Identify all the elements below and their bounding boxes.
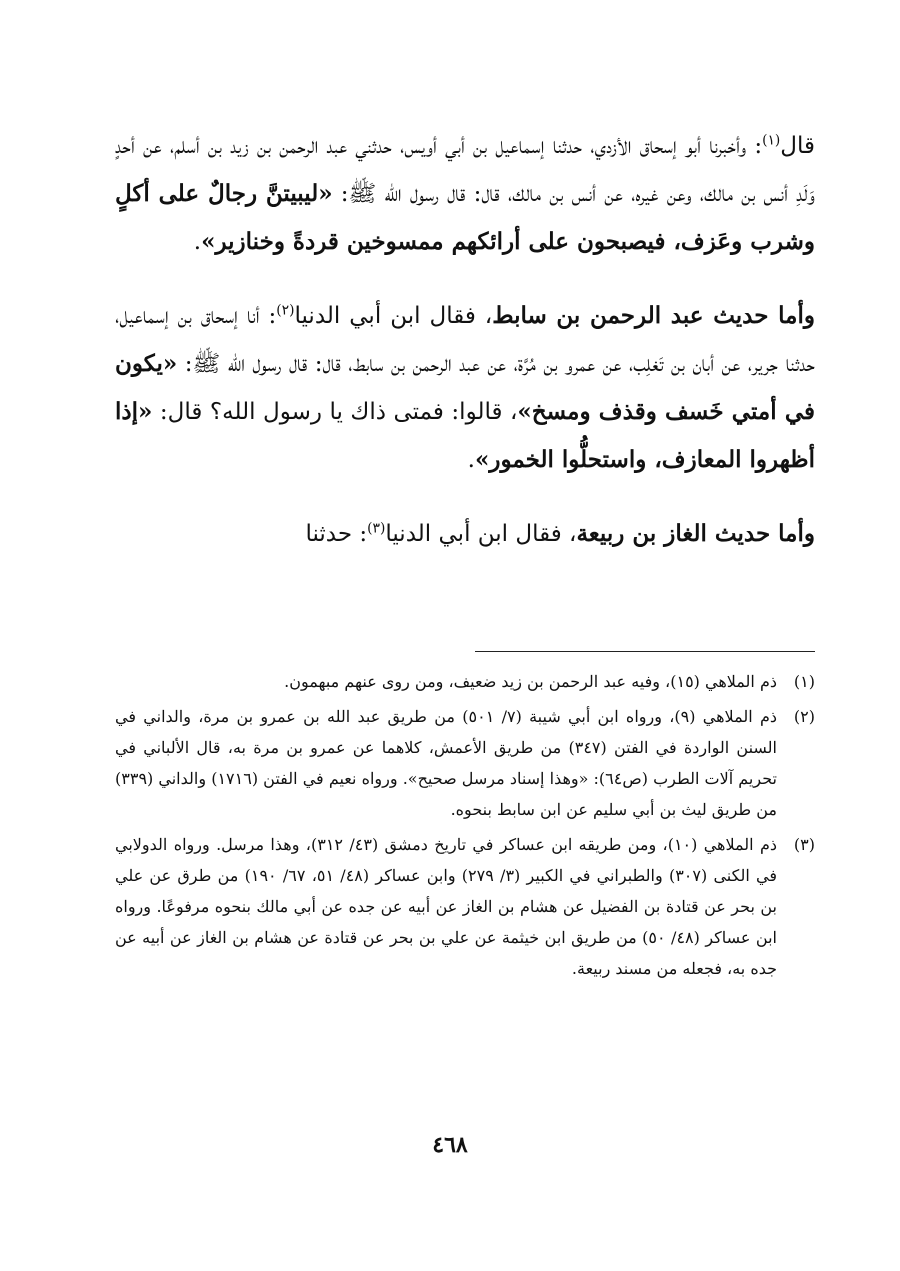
footnote-text: ذم الملاهي (٩)، ورواه ابن أبي شيبة (٧/ ٥٠١) من طريق عبد الله بن عمرو بن مرة، والداني في السنن الواردة في الفتن (٣٤٧) من طريق الأعمش، كلاهما عن عمرو بن مرة به، قال الألباني في تحريم آلات الطرب (ص٦٤): «وهذا إسناد مرسل صحيح». ورواه نعيم في الفتن (١٧١٦) والداني (٣٣٩) من طريق ليث بن أبي سليم عن ابن سابط بنحوه. <box>115 707 778 819</box>
paragraph-1 <box>115 122 815 266</box>
footnote-text: ذم الملاهي (١٥)، وفيه عبد الرحمن بن زيد ضعيف، ومن روى عنهم مبهمون. <box>284 672 777 691</box>
section-heading: وأما حديث الغاز بن ربيعة <box>576 520 815 547</box>
paragraph-3 <box>115 510 815 558</box>
page-number: ٤٦٨ <box>432 1132 468 1158</box>
footnote-number: (٢) <box>793 707 815 726</box>
footnote-ref-3[interactable]: (٣) <box>367 520 386 537</box>
text-run: . <box>467 447 475 473</box>
footnote-number: (١) <box>793 672 815 691</box>
section-heading: وأما حديث عبد الرحمن بن سابط <box>492 302 815 329</box>
hadith-quote: «يكون في أمتي خَسف وقذف ومسخ» <box>115 350 816 425</box>
text-run: . <box>193 229 202 255</box>
text-run: ، قالوا: فمتى ذاك يا رسول الله؟ قال: <box>152 399 518 425</box>
paragraph-2 <box>115 292 815 484</box>
main-text <box>115 122 815 584</box>
hadith-quote: «إذا أظهروا المعازف، واستحلُّوا الخمور» <box>115 398 815 473</box>
text-run: : حدثنا <box>305 521 368 547</box>
footnotes <box>115 666 815 988</box>
text-run: ، فقال ابن أبي الدنيا <box>294 303 493 329</box>
text-run: : أنا إسحاق بن إسماعيل، حدثنا جرير، عن أبان بن تَغلِب، عن عمرو بن مُرَّة، عن عبد الرحمن بن سابط، قال: قال رسول الله ﷺ: <box>115 303 815 377</box>
text-run: : وأخبرنا أبو إسحاق الأزدي، حدثنا إسماعيل بن أبي أويس، حدثني عبد الرحمن بن زيد بن أسلم، عن أحدٍ وَلَدِ أنس بن مالك، وعن غيره، عن أنس بن مالك، قال: قال رسول الله ﷺ: <box>115 133 815 207</box>
footnote-text: ذم الملاهي (١٠)، ومن طريقه ابن عساكر في تاريخ دمشق (٤٣/ ٣١٢)، وهذا مرسل. ورواه الدولابي في الكنى (٣٠٧) والطبراني في الكبير (٣/ ٢٧٩) وابن عساكر (٤٨/ ٥١، ٦٧/ ١٩٠) من طرق عن علي بن بحر عن قتادة بن الفضيل عن هشام بن الغاز عن أبيه عن جده عن أبي مالك بنحوه مرفوعًا. ورواه ابن عساكر (٤٨/ ٥٠) من طريق ابن خيثمة عن علي بن بحر عن قتادة عن هشام بن الغاز عن أبيه عن جده به، فجعله من مسند ربيعة. <box>115 835 777 978</box>
footnote-ref-2[interactable]: (٢) <box>276 302 295 319</box>
text-run: قال <box>780 133 815 159</box>
footnote-ref-1[interactable]: (١) <box>762 132 781 149</box>
text-run: ، فقال ابن أبي الدنيا <box>385 521 577 547</box>
footnote-1 <box>115 666 815 697</box>
hadith-quote: «ليبيتنَّ رجالٌ على أكلٍ وشرب وعَزف، فيصبحون على أرائكهم ممسوخين قردةً وخنازير» <box>115 180 815 255</box>
footnote-number: (٣) <box>793 835 815 854</box>
footnote-3 <box>115 829 815 984</box>
footnote-2 <box>115 701 815 825</box>
footnote-separator <box>475 651 815 652</box>
